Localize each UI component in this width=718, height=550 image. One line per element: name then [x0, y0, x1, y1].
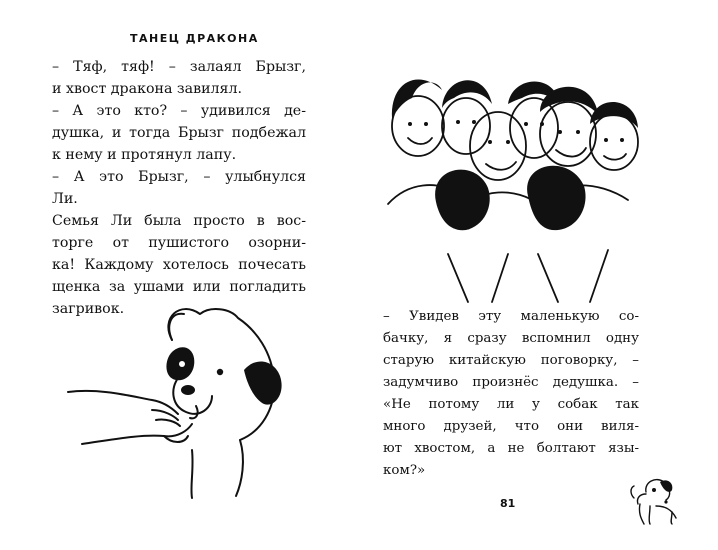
text-line: ка! Каждому хотелось почесать: [52, 257, 306, 273]
text-line: к нему и протянул лапу.: [52, 147, 237, 163]
paragraph-2: [52, 100, 306, 166]
text-line: торге от пушистого озорни-: [52, 235, 306, 251]
text-line: – А это Брызг, – улыбнулся: [52, 169, 306, 185]
text-line: – Увидев эту маленькую со-: [383, 309, 639, 324]
text-line: Ли.: [52, 191, 78, 207]
quote-paragraph: [383, 306, 639, 482]
text-line: задумчиво произнёс дедушка. –: [383, 375, 639, 390]
text-line: – А это кто? – удивился де-: [52, 103, 306, 119]
page-number: 81: [500, 497, 516, 510]
text-line: «Не потому ли у собак так: [383, 397, 639, 412]
paragraph-1: [52, 56, 306, 100]
text-line: – Тяф, тяф! – залаял Брызг,: [52, 59, 306, 75]
text-line: и хвост дракона завилял.: [52, 81, 243, 97]
text-line: загривок.: [52, 301, 125, 317]
children-illustration: [388, 54, 640, 302]
small-dog-illustration: [626, 470, 686, 526]
paragraph-3: [52, 166, 306, 210]
text-line: бачку, я сразу вспомнил одну: [383, 331, 639, 346]
text-line: душка, и тогда Брызг подбежал: [52, 125, 306, 141]
text-line: ют хвостом, а не болтают язы-: [383, 441, 639, 456]
text-line: Семья Ли была просто в вос-: [52, 213, 306, 229]
puppy-illustration: [60, 300, 300, 500]
text-line: ком?»: [383, 463, 426, 478]
running-head: ТАНЕЦ ДРАКОНА: [130, 32, 259, 45]
text-line: старую китайскую поговорку, –: [383, 353, 639, 368]
text-line: много друзей, что они виля-: [383, 419, 639, 434]
text-line: щенка за ушами или погладить: [52, 279, 306, 295]
